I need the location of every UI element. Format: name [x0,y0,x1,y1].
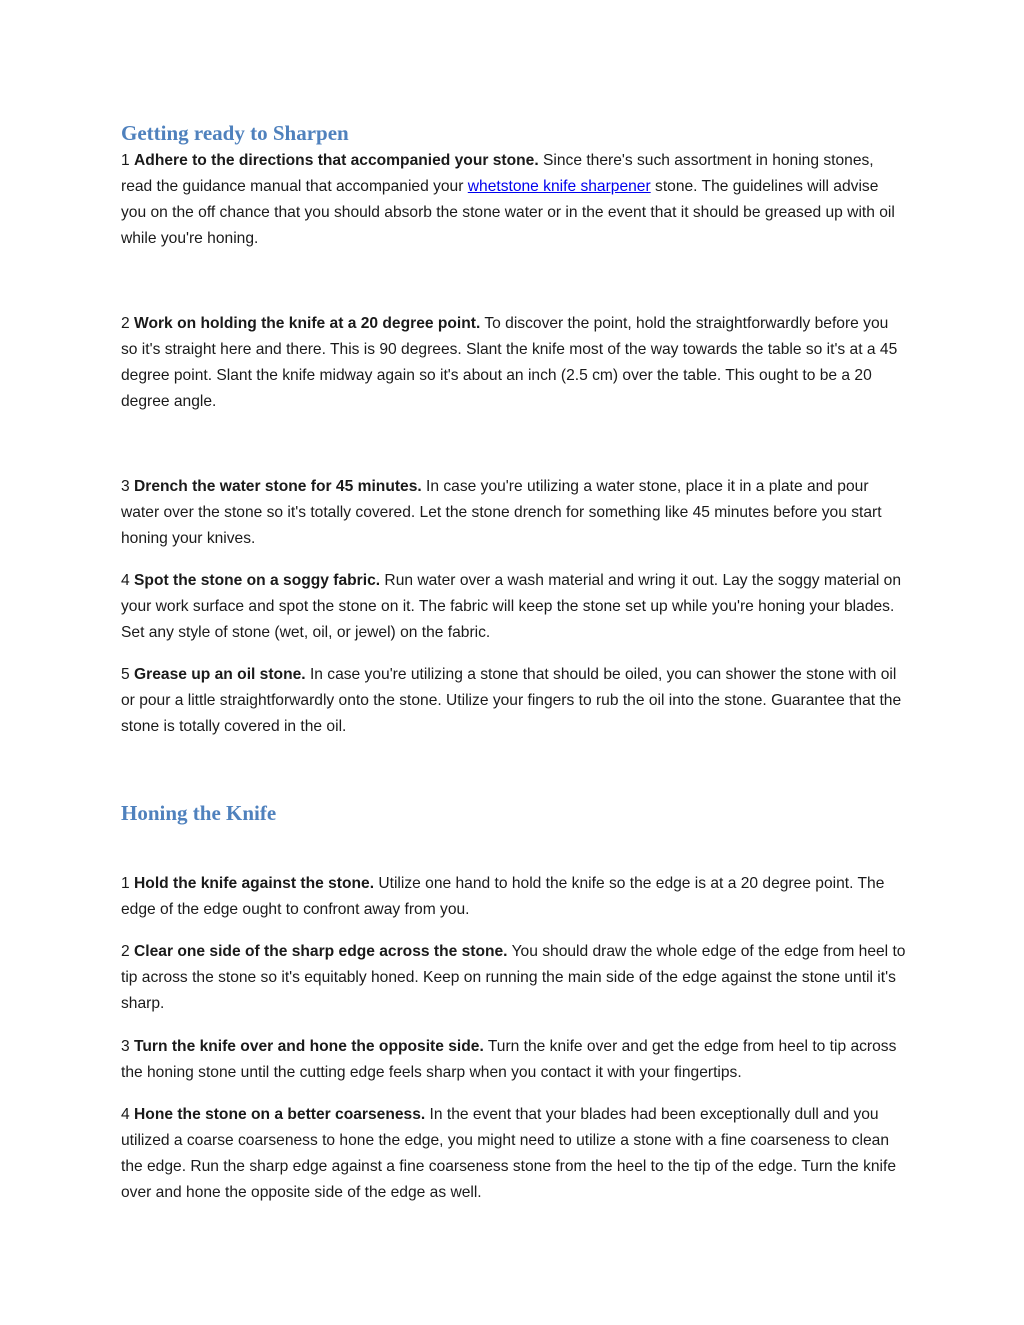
step-lead: Drench the water stone for 45 minutes. [134,478,422,495]
step-text: In the event that your blades had been exceptionally dull and you utilized a coarse coarseness to hone the edge, you might need to utilize a stone with a fine coarseness to clean the edge. Run the sharp edge against a fine coarseness stone from the heel to the tip of the edge. Turn the knife over and hone the opposite side of the edge as well. [121,1106,897,1201]
step-lead: Adhere to the directions that accompanied your stone. [134,152,539,169]
step-text: Turn the knife over and get the edge from heel to tip across the honing stone until the cutting edge feels sharp when you contact it with your fingertips. [121,1038,897,1081]
step-number: 3 [121,1038,130,1055]
step-paragraph [121,662,907,740]
step-paragraph [121,568,907,646]
step-lead: Grease up an oil stone. [134,666,306,683]
step-paragraph [121,1034,907,1086]
step-text: To discover the point, hold the straightforwardly before you so it's straight here and there. This is 90 degrees. Slant the knife most of the way towards the table so it's at a 45 degree point. Slant the knife midway again so it's about an inch (2.5 cm) over the table. This ought to be a 20 degree angle. [121,315,898,410]
step-paragraph [121,311,907,415]
step-paragraph [121,871,907,923]
step-text: In case you're utilizing a stone that should be oiled, you can shower the stone with oil or pour a little straightforwardly onto the stone. Utilize your fingers to rub the oil into the stone. Guarantee that the stone is totally covered in the oil. [121,666,902,735]
step-number: 3 [121,478,130,495]
step-text: Since there's such assortment in honing stones, read the guidance manual that accompanied your [121,152,874,195]
step-text: Run water over a wash material and wring it out. Lay the soggy material on your work surface and spot the stone on it. The fabric will keep the stone set up while you're honing your blades. Set any style of stone (wet, oil, or jewel) on the fabric. [121,572,902,641]
step-lead: Hone the stone on a better coarseness. [134,1106,426,1123]
step-paragraph [121,474,907,552]
step-paragraph [121,1102,907,1206]
step-number: 4 [121,1106,130,1123]
section-heading-getting-ready: Getting ready to Sharpen [121,121,349,145]
step-lead: Turn the knife over and hone the opposite side. [134,1038,484,1055]
step-text: Utilize one hand to hold the knife so the edge is at a 20 degree point. The edge of the edge ought to confront away from you. [121,875,885,918]
step-text: stone. The guidelines will advise you on the off chance that you should absorb the stone water or in the event that it should be greased up with oil while you're honing. [121,178,895,247]
step-lead: Spot the stone on a soggy fabric. [134,572,381,589]
step-number: 4 [121,572,130,589]
step-lead: Work on holding the knife at a 20 degree point. [134,315,481,332]
step-number: 1 [121,152,130,169]
step-text: In case you're utilizing a water stone, place it in a plate and pour water over the stone so it's totally covered. Let the stone drench for something like 45 minutes before you start honing your knives. [121,478,882,547]
step-text: You should draw the whole edge of the edge from heel to tip across the stone so it's equitably honed. Keep on running the main side of the edge against the stone until it's sharp. [121,943,906,1012]
step-lead: Hold the knife against the stone. [134,875,375,892]
step-paragraph [121,148,907,252]
section-heading-honing: Honing the Knife [121,801,277,825]
step-paragraph [121,939,907,1017]
step-number: 2 [121,943,130,960]
step-number: 1 [121,875,130,892]
step-lead: Clear one side of the sharp edge across the stone. [134,943,508,960]
step-number: 2 [121,315,130,332]
step-number: 5 [121,666,130,683]
whetstone-knife-sharpener-link[interactable]: whetstone knife sharpener [467,178,651,195]
